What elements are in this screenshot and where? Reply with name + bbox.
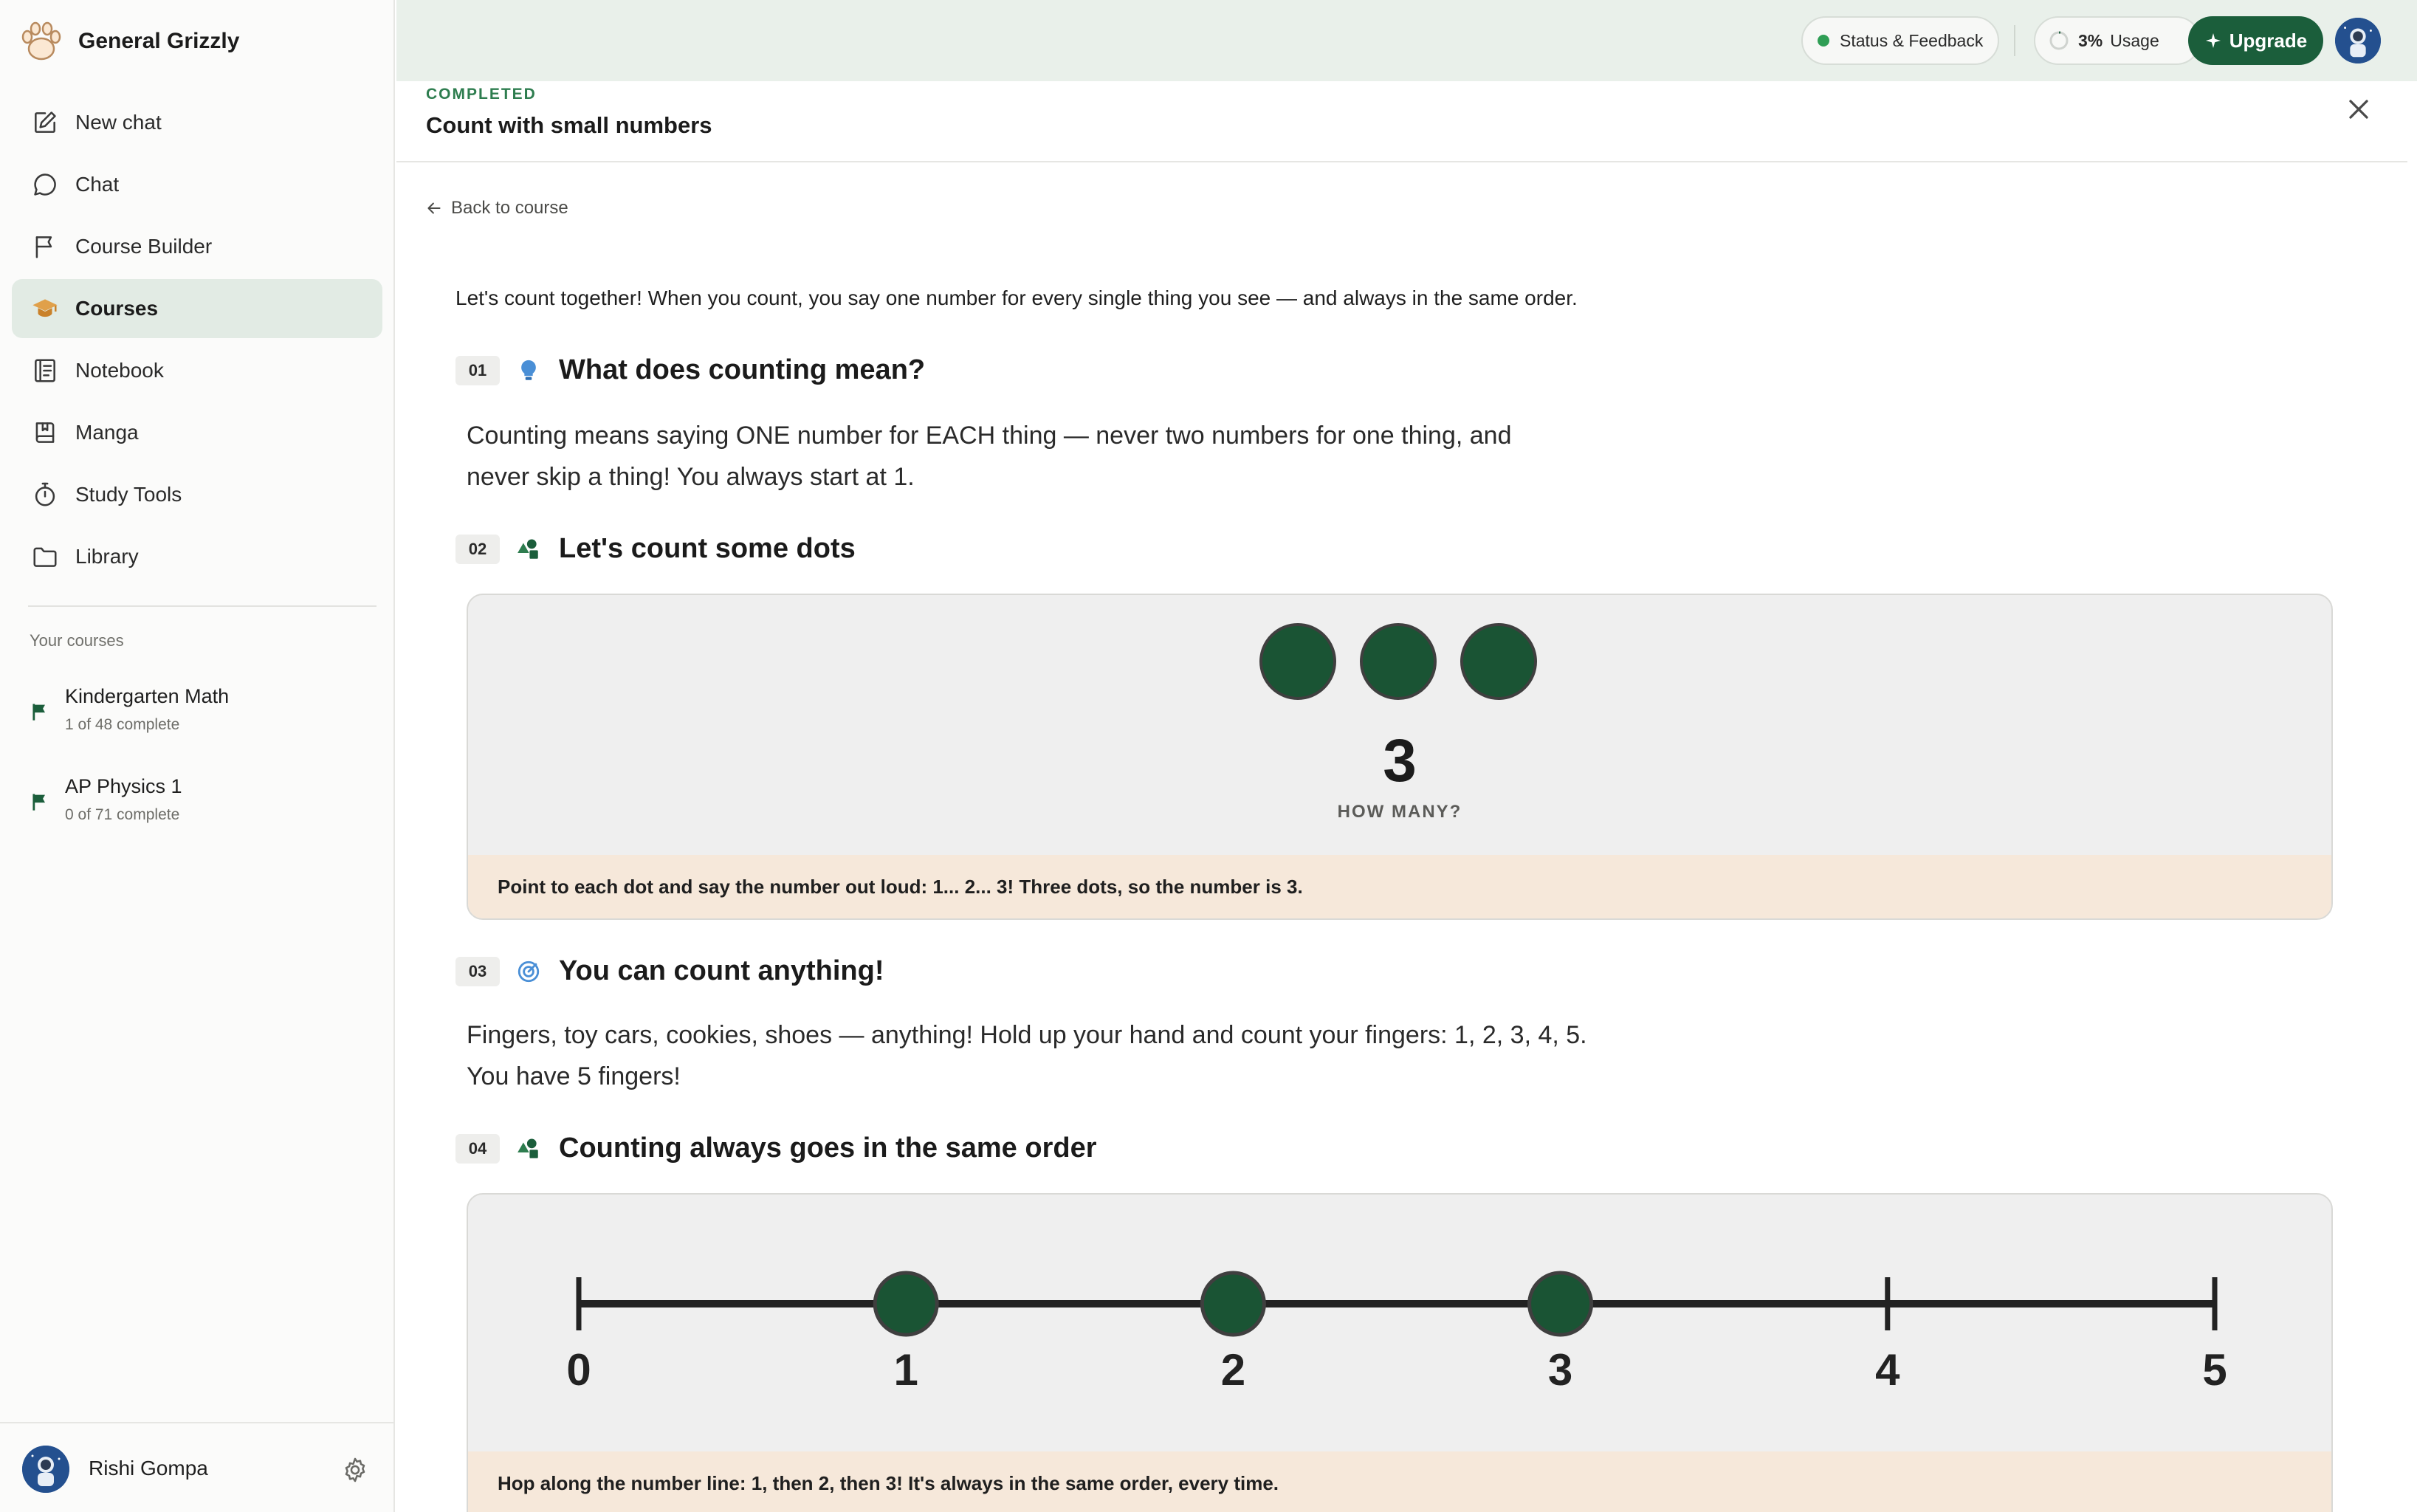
text-line: Fingers, toy cars, cookies, shoes — anything! Hold up your hand and count your fingers: 1, 2, 3, 4, 5. <box>467 1021 1587 1049</box>
section-number: 02 <box>455 535 500 564</box>
lightbulb-icon <box>516 358 541 383</box>
course-item-kindergarten-math[interactable] <box>30 685 377 752</box>
sparkle-icon <box>2204 32 2222 49</box>
number-line-label: 2 <box>1220 1345 1246 1395</box>
usage-percent: 3% <box>2078 30 2103 50</box>
count-label: HOW MANY? <box>1337 802 1462 822</box>
chat-bubble-icon <box>31 171 59 199</box>
notebook-icon <box>31 357 59 385</box>
sidebar-item-label: Courses <box>75 297 159 320</box>
arrow-left-icon <box>424 199 444 218</box>
dot-count-card <box>467 594 2333 920</box>
sidebar-item-label: Library <box>75 545 139 568</box>
number-line <box>468 1195 2331 1416</box>
astronaut-avatar-icon <box>2335 18 2381 63</box>
text-line: You have 5 fingers! <box>467 1062 681 1090</box>
number-line-label: 1 <box>893 1345 918 1395</box>
sidebar-item-notebook[interactable] <box>12 341 382 400</box>
section-header-03 <box>455 955 884 987</box>
folder-icon <box>31 543 59 571</box>
course-item-ap-physics-1[interactable] <box>30 775 377 842</box>
sidebar-nav <box>12 93 382 589</box>
sidebar-item-label: New chat <box>75 111 162 134</box>
sidebar-item-library[interactable] <box>12 527 382 586</box>
app-name: General Grizzly <box>78 29 240 53</box>
number-line-label: 5 <box>2202 1345 2227 1395</box>
status-badge: COMPLETED <box>426 86 537 103</box>
course-title: Kindergarten Math <box>65 685 230 707</box>
lesson-header <box>396 81 2407 162</box>
stopwatch-icon <box>31 481 59 509</box>
sidebar-item-courses[interactable] <box>12 279 382 338</box>
number-line-card <box>467 1193 2333 1512</box>
brand[interactable] <box>18 15 239 68</box>
edit-icon <box>31 109 59 137</box>
number-line-label: 0 <box>566 1345 591 1395</box>
sidebar-item-study-tools[interactable] <box>12 465 382 524</box>
status-label: Status & Feedback <box>1840 30 1984 50</box>
section-header-02 <box>455 533 856 565</box>
shapes-icon <box>516 537 541 562</box>
text-line: never skip a thing! You always start at 1. <box>467 463 915 491</box>
course-flag-icon <box>30 791 50 812</box>
section-title: Counting always goes in the same order <box>559 1133 1097 1164</box>
number-line-hop-dot <box>1202 1273 1264 1335</box>
dot-group <box>1259 623 1561 700</box>
text-line: Counting means saying ONE number for EACH thing — never two numbers for one thing, and <box>467 422 1512 450</box>
back-to-course-link[interactable] <box>424 198 568 219</box>
astronaut-avatar-icon <box>22 1446 69 1493</box>
gear-icon[interactable] <box>341 1456 369 1484</box>
upgrade-button[interactable] <box>2188 16 2323 65</box>
course-title: AP Physics 1 <box>65 775 182 797</box>
course-progress: 1 of 48 complete <box>65 716 180 733</box>
sidebar-item-label: Course Builder <box>75 235 213 258</box>
usage-ring-icon <box>2049 30 2069 51</box>
user-profile-row[interactable] <box>0 1422 395 1512</box>
sidebar-item-manga[interactable] <box>12 403 382 462</box>
your-courses-heading: Your courses <box>30 631 124 650</box>
count-dot <box>1259 623 1336 700</box>
shapes-icon <box>516 1136 541 1161</box>
count-value: 3 <box>1383 727 1417 794</box>
status-feedback-button[interactable] <box>1801 16 1999 65</box>
status-dot-icon <box>1818 35 1829 47</box>
sidebar-item-label: Chat <box>75 173 120 196</box>
close-icon[interactable] <box>2342 93 2375 126</box>
number-line-hop-dot <box>875 1273 937 1335</box>
course-progress: 0 of 71 complete <box>65 806 180 823</box>
sidebar-item-label: Manga <box>75 421 139 444</box>
page-title: Count with small numbers <box>426 112 712 138</box>
number-line-hop-dot <box>1530 1273 1592 1335</box>
flag-icon <box>31 233 59 261</box>
graduation-cap-icon <box>31 295 59 323</box>
top-bar <box>396 0 2417 81</box>
section-title: What does counting mean? <box>559 354 926 385</box>
sidebar-item-chat[interactable] <box>12 155 382 214</box>
back-label: Back to course <box>451 198 568 218</box>
bear-paw-logo-icon <box>18 18 65 65</box>
section-header-04 <box>455 1133 1097 1164</box>
avatar[interactable] <box>2335 18 2381 63</box>
card-caption: Hop along the number line: 1, then 2, then 3! It's always in the same order, every time. <box>468 1451 2331 1512</box>
section-text-03 <box>467 1014 1618 1097</box>
section-title: Let's count some dots <box>559 533 856 564</box>
sidebar <box>0 0 395 1512</box>
count-dot <box>1460 623 1537 700</box>
section-header-01 <box>455 354 925 386</box>
book-icon <box>31 419 59 447</box>
section-number: 03 <box>455 957 500 986</box>
user-name: Rishi Gompa <box>89 1457 208 1480</box>
target-icon <box>516 959 541 984</box>
section-number: 04 <box>455 1134 500 1164</box>
lesson-content <box>396 164 2387 1512</box>
usage-label: Usage <box>2110 30 2159 50</box>
upgrade-label: Upgrade <box>2229 29 2308 52</box>
course-flag-icon <box>30 701 50 722</box>
section-text-01 <box>467 415 1618 498</box>
topbar-divider <box>2014 25 2015 56</box>
count-dot <box>1360 623 1437 700</box>
usage-button[interactable] <box>2034 16 2201 65</box>
sidebar-item-label: Notebook <box>75 359 164 382</box>
sidebar-divider <box>28 605 377 607</box>
avatar[interactable] <box>22 1446 69 1493</box>
sidebar-item-course-builder[interactable] <box>12 217 382 276</box>
section-number: 01 <box>455 356 500 385</box>
section-title: You can count anything! <box>559 955 884 986</box>
sidebar-item-label: Study Tools <box>75 483 182 506</box>
lesson-intro: Let's count together! When you count, you say one number for every single thing you see — and always in the same order. <box>455 286 1578 309</box>
number-line-label: 4 <box>1875 1345 1900 1395</box>
sidebar-item-new-chat[interactable] <box>12 93 382 152</box>
card-caption: Point to each dot and say the number out loud: 1... 2... 3! Three dots, so the number is 3. <box>468 855 2331 918</box>
number-line-label: 3 <box>1547 1345 1573 1395</box>
